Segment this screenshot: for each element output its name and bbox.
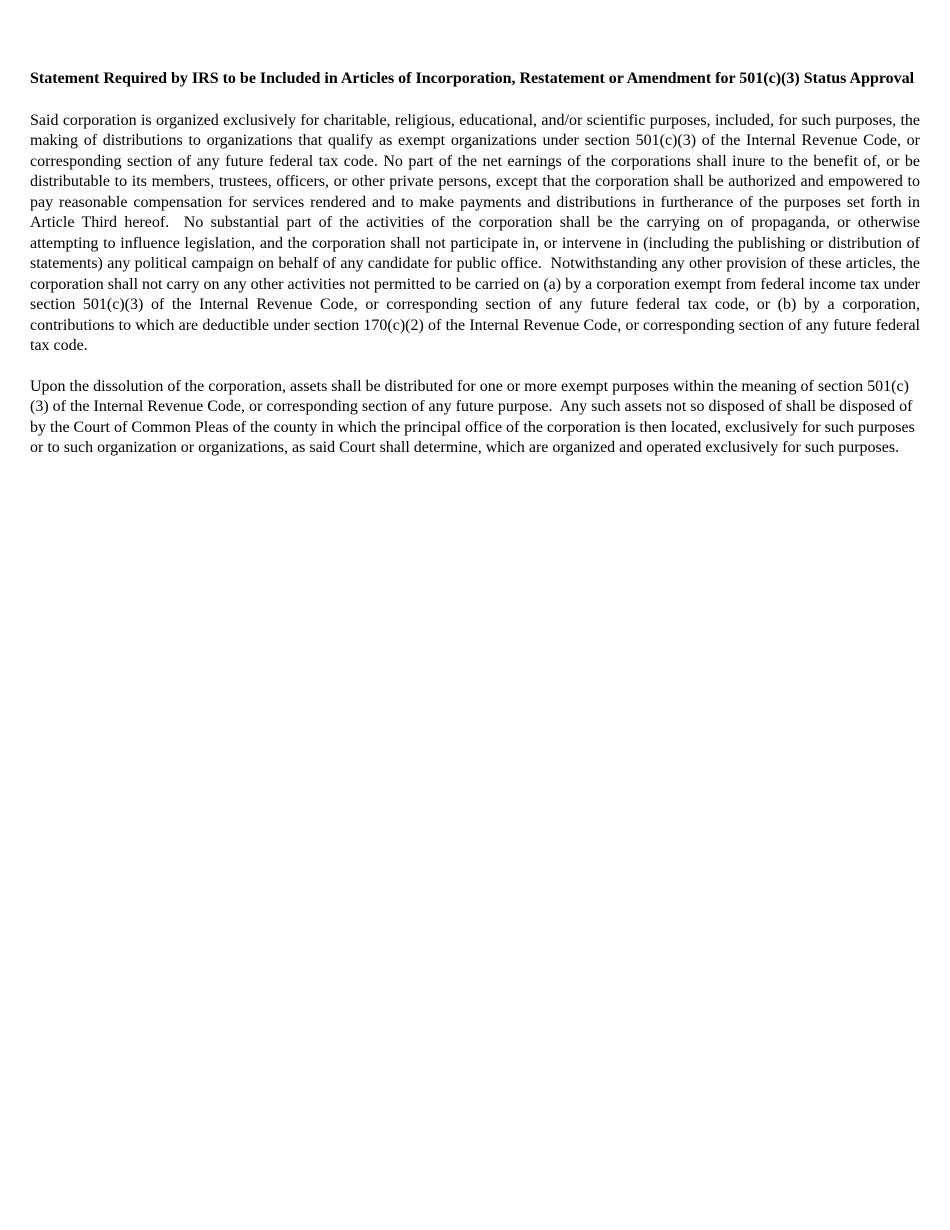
purpose-paragraph: Said corporation is organized exclusively for charitable, religious, educational, and/or scientific purposes, included, for such purposes, the making of distributions to organizations that qualify as exempt organizations under section 501(c)(3) of the Internal Revenue Code, or corresponding section of any future federal tax code. No part of the net earnings of the corporations shall inure to the benefit of, or be distributable to its members, trustees, officers, or other private persons, except that the corporation shall be authorized and empowered to pay reasonable compensation for services rendered and to make payments and distributions in furtherance of the purposes set forth in Article Third hereof. No substantial part of the activities of the corporation shall be the carrying on of propaganda, or otherwise attempting to influence legislation, and the corporation shall not participate in, or intervene in (including the publishing or distribution of statements) any political campaign on behalf of any candidate for public office. Notwithstanding any other provision of these articles, the corporation shall not carry on any other activities not permitted to be carried on (a) by a corporation exempt from federal income tax under section 501(c)(3) of the Internal Revenue Code, or corresponding section of any future federal tax code, or (b) by a corporation, contributions to which are deductible under section 170(c)(2) of the Internal Revenue Code, or corresponding section of any future federal tax code. [30,111,924,354]
dissolution-paragraph: Upon the dissolution of the corporation, assets shall be distributed for one or more exempt purposes within the meaning of section 501(c)(3) of the Internal Revenue Code, or corresponding section of any future purpose. Any such assets not so disposed of shall be disposed of by the Court of Common Pleas of the county in which the principal office of the corporation is then located, exclusively for such purposes or to such organization or organizations, as said Court shall determine, which are organized and operated exclusively for such purposes. [30,377,919,456]
document-body [30,69,924,479]
document-heading: Statement Required by IRS to be Included in Articles of Incorporation, Restatement or Amendment for 501(c)(3) Status Approval [30,70,915,87]
